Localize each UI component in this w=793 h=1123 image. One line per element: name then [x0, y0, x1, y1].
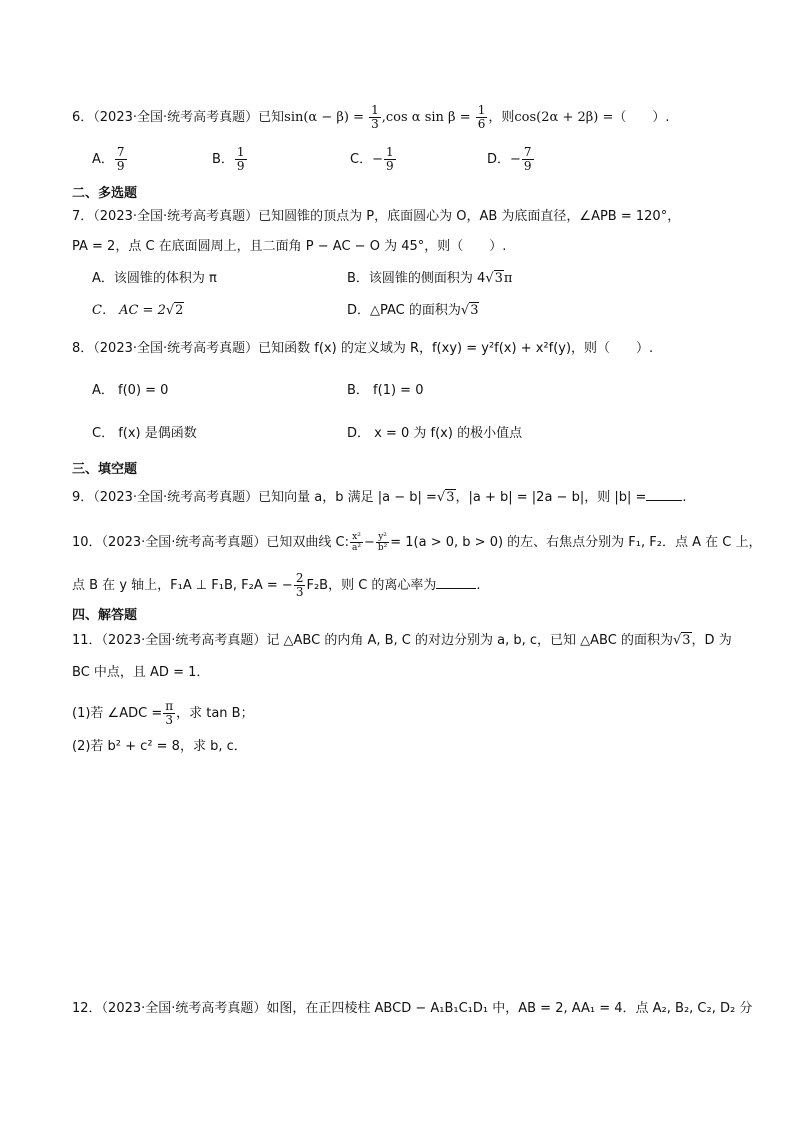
- section-heading: 四、解答题: [72, 608, 138, 623]
- question-number: 10．: [72, 535, 102, 550]
- q8-option-d[interactable]: D． x = 0 为 f(x) 的极小值点: [347, 426, 523, 441]
- question-source: （2023·全国·统考高考真题）: [93, 209, 259, 224]
- question-9: 9．（2023·全国·统考高考真题）已知向量 a，b 满足 |a − b| =√3，|a + b| = |2a − b|，则 |b| = .: [72, 490, 687, 505]
- q8-option-c[interactable]: C． f(x) 是偶函数: [92, 426, 197, 441]
- question-8: 8．（2023·全国·统考高考真题）已知函数 f(x) 的定义域为 R，f(xy) = y²f(x) + x²f(y)，则（ ）.: [72, 341, 654, 356]
- math-expr: sin(α − β) =: [284, 110, 364, 125]
- question-10-line-2: 点 B 在 y 轴上，F₁A ⊥ F₁B, F₂A = − $\frac{2}{3}$ F₂B，则 C 的离心率为 .: [72, 571, 481, 599]
- question-source: （2023·全国·统考高考真题）: [93, 490, 259, 505]
- question-source: （2023·全国·统考高考真题）: [101, 535, 267, 550]
- question-12: 12．（2023·全国·统考高考真题）如图，在正四棱柱 ABCD − A₁B₁C₁D₁ 中，AB = 2, AA₁ = 4．点 A₂, B₂, C₂, D₂ 分: [72, 1001, 753, 1016]
- question-source: （2023·全国·统考高考真题）: [101, 1001, 267, 1016]
- question-number: 6．: [72, 110, 94, 125]
- question-11: 11．（2023·全国·统考高考真题）记 △ABC 的内角 A, B, C 的对边分别为 a, b, c，已知 △ABC 的面积为√3，D 为: [72, 633, 732, 648]
- q7-option-d[interactable]: D．△PAC 的面积为√3: [347, 303, 479, 318]
- question-number: 7．: [72, 209, 94, 224]
- question-11-part-1: (1)若 ∠ADC = $\frac{\pi}{3}$ ，求 tan B；: [72, 699, 254, 727]
- q8-option-b[interactable]: B． f(1) = 0: [347, 383, 424, 398]
- question-number: 9．: [72, 490, 94, 505]
- q6-option-b[interactable]: B． $\frac{1}{9}$: [212, 145, 245, 173]
- question-11-line-2: BC 中点，且 AD = 1．: [72, 665, 210, 680]
- question-7-line-2: PA = 2，点 C 在底面圆周上，且二面角 P − AC − O 为 45°，则（ ）.: [72, 239, 507, 254]
- section-heading: 三、填空题: [72, 462, 138, 477]
- question-number: 12．: [72, 1001, 102, 1016]
- q6-option-c[interactable]: C．− $\frac{1}{9}$: [350, 145, 394, 173]
- answer-blank[interactable]: [436, 576, 476, 589]
- section-heading: 二、多选题: [72, 186, 138, 201]
- fraction: $\frac{1}{6}$: [477, 103, 486, 131]
- question-source: （2023·全国·统考高考真题）: [93, 110, 259, 125]
- question-10: 10．（2023·全国·统考高考真题）已知双曲线 C: $\frac{\text{x²}}{\text{a²}}$ − $\frac{\text{y²}}{\text{b²}}$ = 1(a > 0, b > 0) 的左、右焦点分别为 F₁, F₂．点 A 在 C 上，: [72, 532, 762, 553]
- answer-blank[interactable]: [646, 488, 682, 501]
- q7-option-a[interactable]: A．该圆锥的体积为 π: [92, 271, 217, 286]
- q6-option-a[interactable]: A． $\frac{7}{9}$: [92, 145, 125, 173]
- q7-option-c[interactable]: C． AC = 2√2: [92, 303, 184, 318]
- question-source: （2023·全国·统考高考真题）: [93, 341, 259, 356]
- question-7: 7．（2023·全国·统考高考真题）已知圆锥的顶点为 P，底面圆心为 O，AB 为底面直径，∠APB = 120°，: [72, 209, 681, 224]
- question-source: （2023·全国·统考高考真题）: [101, 633, 267, 648]
- fraction: $\frac{1}{3}$: [371, 103, 379, 131]
- question-number: 11．: [72, 633, 102, 648]
- question-6: 6．（2023·全国·统考高考真题）已知sin(α − β) = $\frac{1}{3}$ ,cos α sin β = $\frac{1}{6}$ ，则cos(2α + 2β) =（ ）.: [72, 103, 670, 131]
- q8-option-a[interactable]: A． f(0) = 0: [92, 383, 169, 398]
- q7-option-b[interactable]: B．该圆锥的侧面积为 4√3π: [347, 271, 513, 286]
- question-number: 8．: [72, 341, 94, 356]
- question-11-part-2: (2)若 b² + c² = 8，求 b, c．: [72, 739, 247, 754]
- q6-option-d[interactable]: D．− $\frac{7}{9}$: [487, 145, 532, 173]
